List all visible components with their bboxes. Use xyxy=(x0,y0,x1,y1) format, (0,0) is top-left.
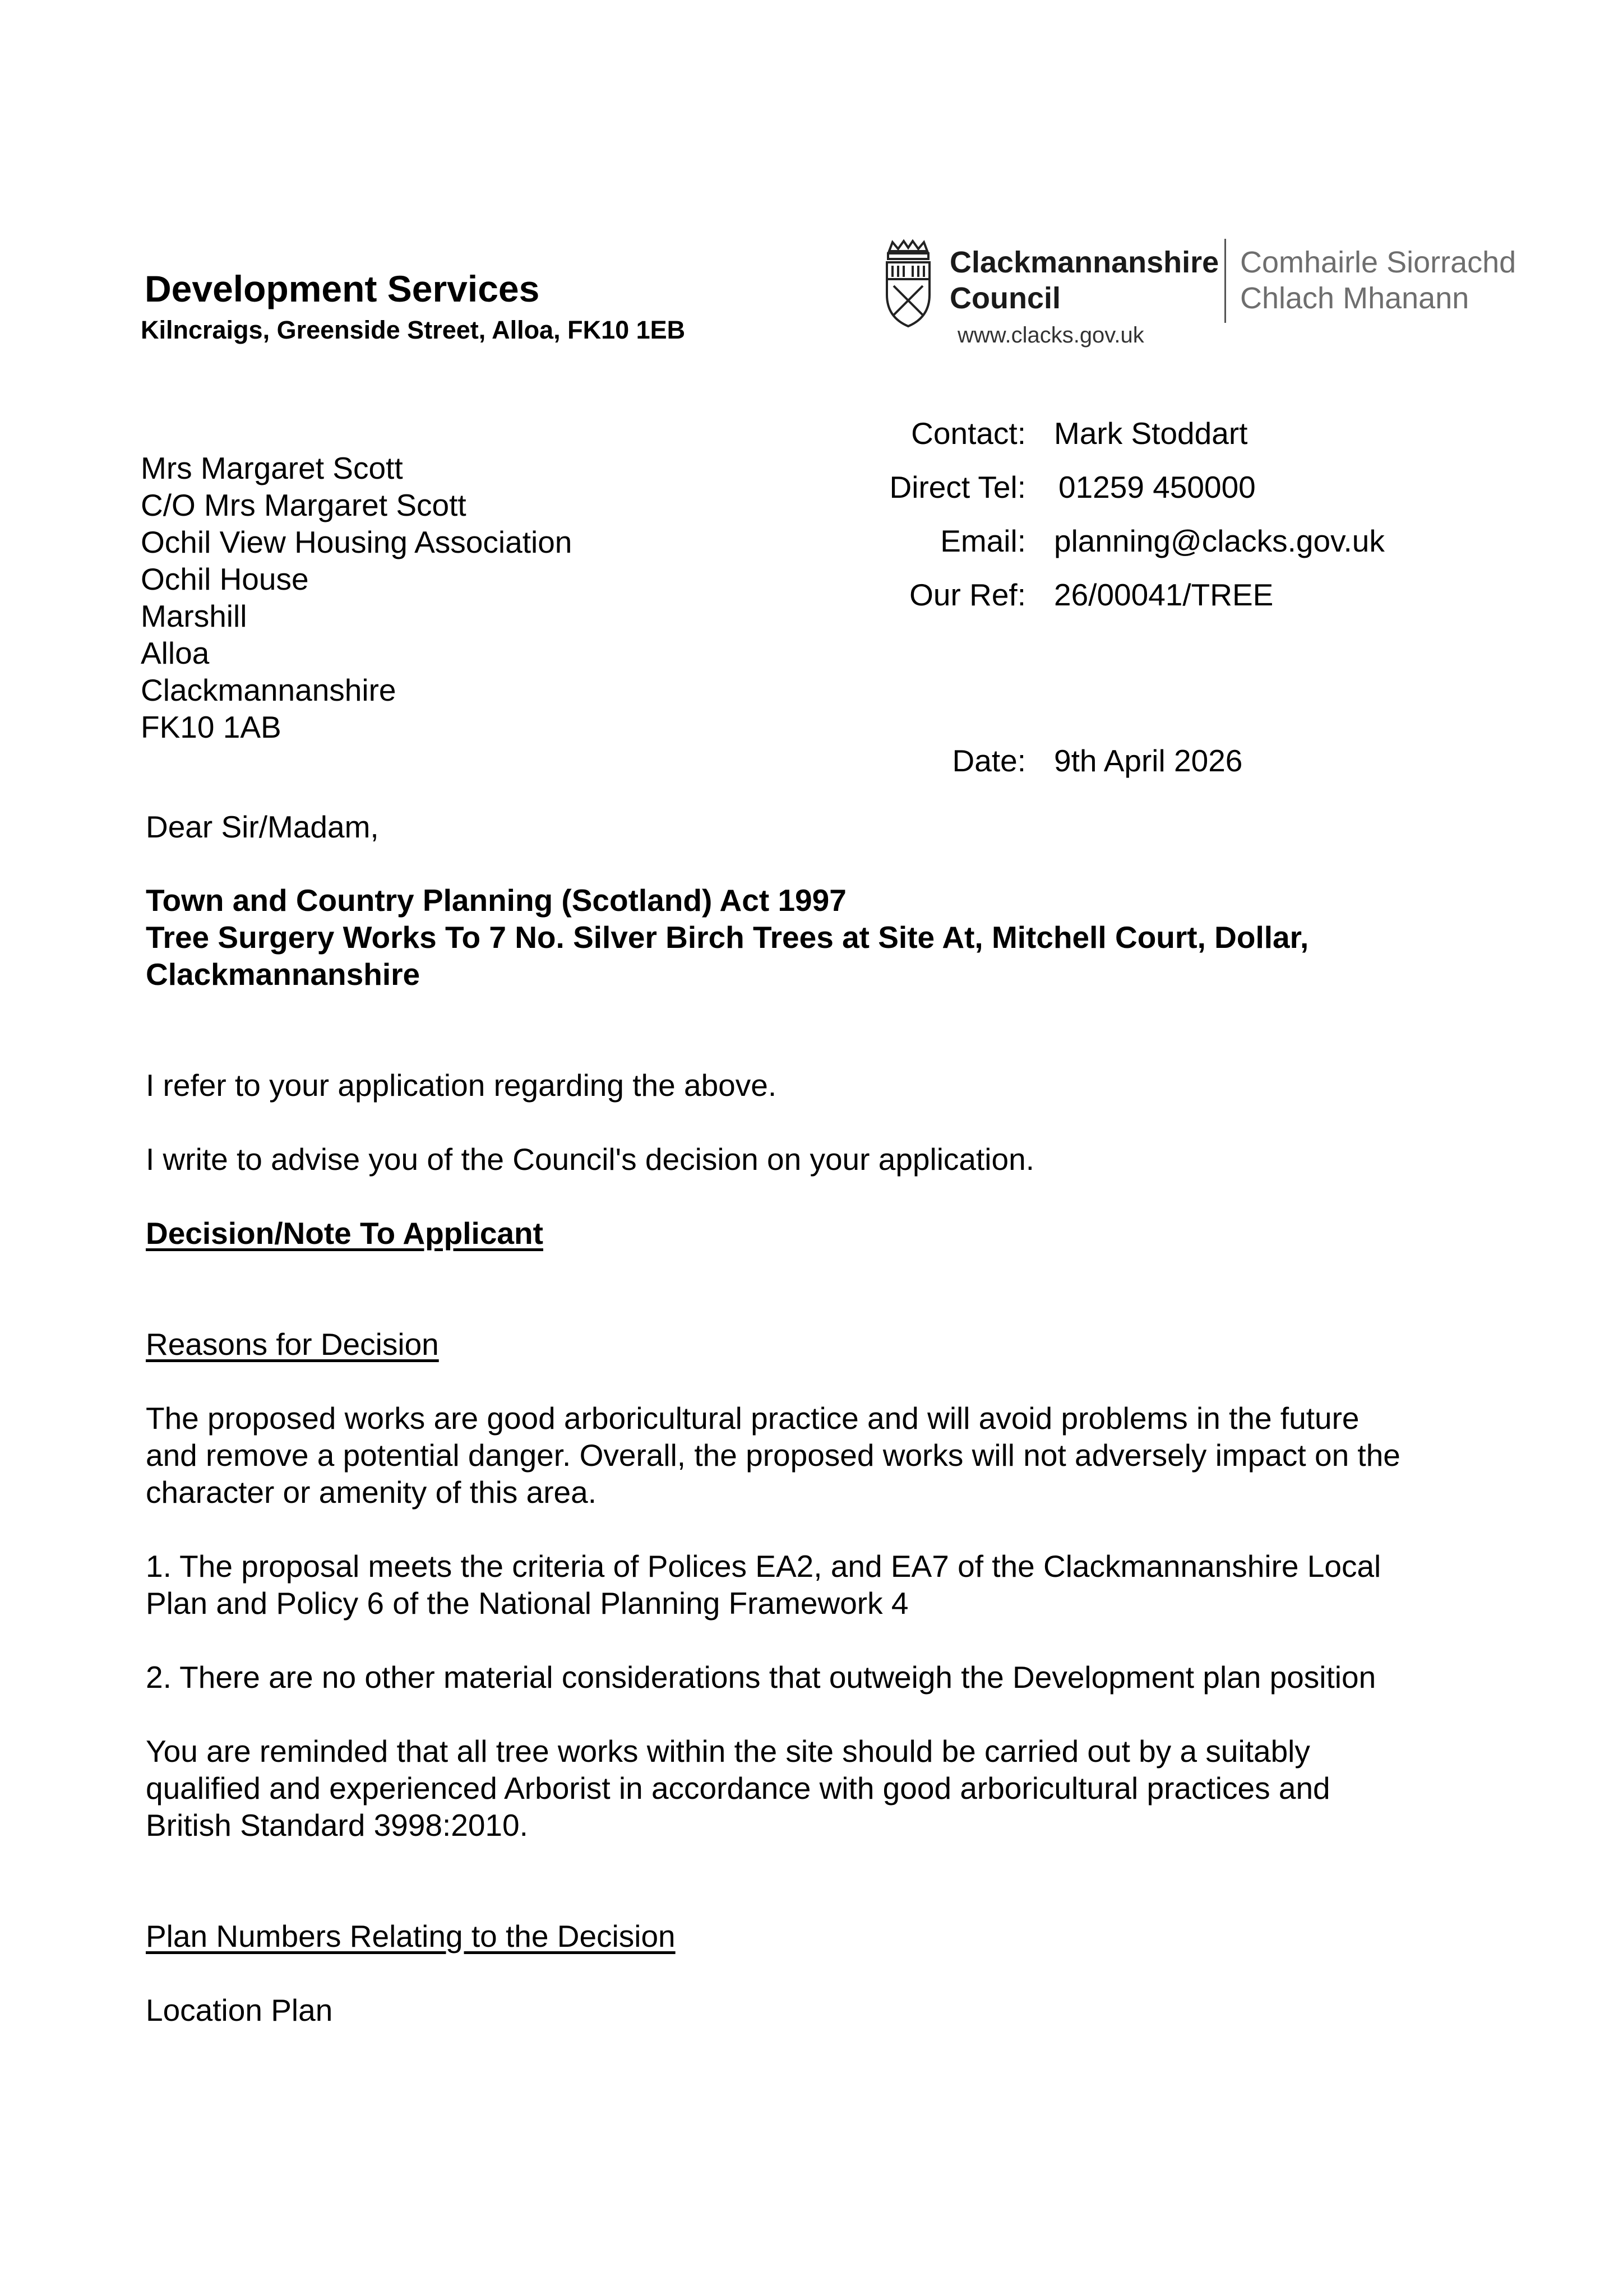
date-label: Date: xyxy=(952,743,1026,778)
plans-heading: Plan Numbers Relating to the Decision xyxy=(146,1919,676,1954)
reasons-text-line: The proposed works are good arboricultural practice and will avoid problems in the future xyxy=(146,1401,1360,1436)
subject-line: Tree Surgery Works To 7 No. Silver Birch Trees at Site At, Mitchell Court, Dollar, xyxy=(146,920,1309,955)
logo-name-gaelic: Comhairle Siorrachd Chlach Mhanann xyxy=(1240,246,1516,315)
logo-url[interactable]: www.clacks.gov.uk xyxy=(958,323,1144,348)
department-title: Development Services xyxy=(145,268,540,309)
our-ref-value: 26/00041/TREE xyxy=(1054,577,1274,612)
reasons-text-line: character or amenity of this area. xyxy=(146,1475,597,1510)
date-value: 9th April 2026 xyxy=(1054,743,1243,778)
direct-tel-value[interactable]: 01259 450000 xyxy=(1058,470,1256,504)
decision-heading: Decision/Note To Applicant xyxy=(146,1216,543,1251)
reason-point-1-line: Plan and Policy 6 of the National Planning Framework 4 xyxy=(146,1586,909,1621)
our-ref-label: Our Ref: xyxy=(909,577,1026,612)
logo-name-english: Clackmannanshire Council xyxy=(950,246,1219,315)
addressee-line: C/O Mrs Margaret Scott xyxy=(141,488,466,522)
addressee-line: Clackmannanshire xyxy=(141,673,396,707)
reminder-text-line: qualified and experienced Arborist in accordance with good arboricultural practices and xyxy=(146,1771,1330,1806)
council-logo xyxy=(881,239,1520,362)
paragraph-advise: I write to advise you of the Council's decision on your application. xyxy=(146,1142,1034,1177)
contact-value: Mark Stoddart xyxy=(1054,416,1248,451)
addressee-line: Marshill xyxy=(141,599,247,633)
council-crest-icon xyxy=(881,239,935,328)
reason-point-2: 2. There are no other material considerations that outweigh the Development plan position xyxy=(146,1660,1376,1695)
reasons-text-line: and remove a potential danger. Overall, the proposed works will not adversely impact on the xyxy=(146,1438,1400,1473)
salutation: Dear Sir/Madam, xyxy=(146,809,379,844)
email-label: Email: xyxy=(940,524,1026,558)
addressee-line: Ochil House xyxy=(141,562,309,596)
addressee-line: Mrs Margaret Scott xyxy=(141,451,403,485)
addressee-line: Ochil View Housing Association xyxy=(141,525,572,559)
reminder-text-line: You are reminded that all tree works within the site should be carried out by a suitably xyxy=(146,1734,1310,1769)
department-address: Kilncraigs, Greenside Street, Alloa, FK10 1EB xyxy=(141,316,686,344)
paragraph-refer: I refer to your application regarding the above. xyxy=(146,1068,777,1103)
addressee-line: Alloa xyxy=(141,636,210,670)
plans-item: Location Plan xyxy=(146,1993,333,2027)
reminder-text-line: British Standard 3998:2010. xyxy=(146,1808,528,1843)
subject-line: Town and Country Planning (Scotland) Act 1997 xyxy=(146,883,847,918)
subject-line: Clackmannanshire xyxy=(146,957,420,992)
reasons-heading: Reasons for Decision xyxy=(146,1327,439,1362)
direct-tel-label: Direct Tel: xyxy=(889,470,1026,504)
reason-point-1-line: 1. The proposal meets the criteria of Polices EA2, and EA7 of the Clackmannanshire Local xyxy=(146,1549,1381,1584)
email-value[interactable]: planning@clacks.gov.uk xyxy=(1054,524,1385,558)
contact-label: Contact: xyxy=(911,416,1026,451)
addressee-line: FK10 1AB xyxy=(141,710,281,744)
logo-divider xyxy=(1224,239,1226,323)
